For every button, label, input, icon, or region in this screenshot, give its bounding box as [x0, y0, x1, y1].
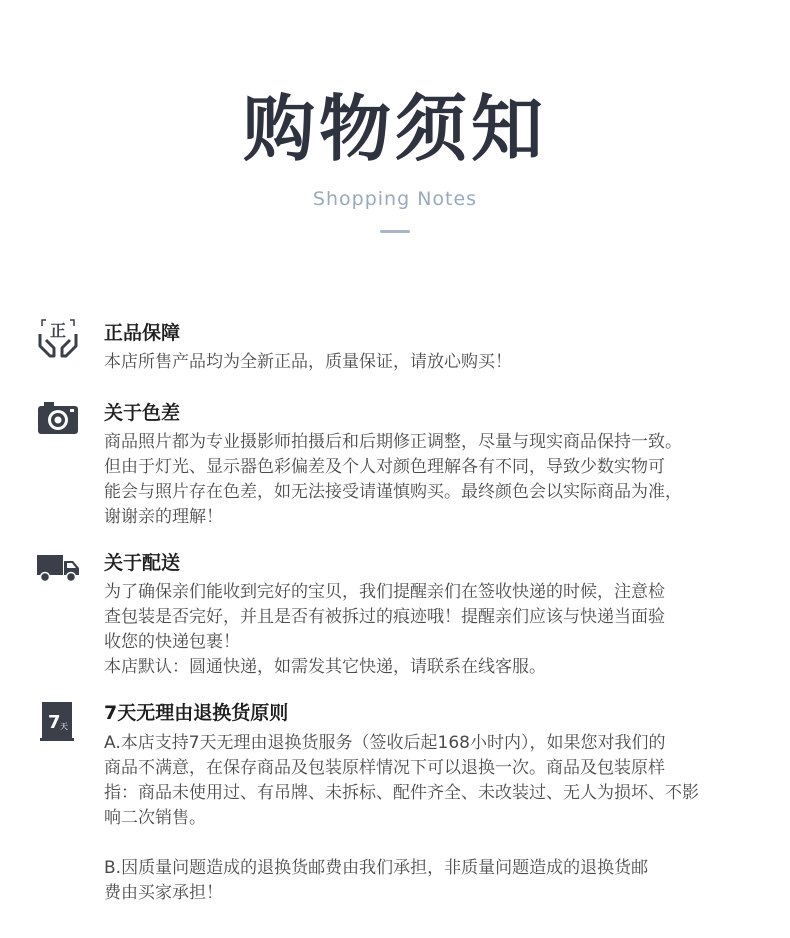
- body-line: 为了确保亲们能收到完好的宝贝，我们提醒亲们在签收快递的时候，注意检: [104, 582, 665, 602]
- delivery-truck-icon: [36, 545, 80, 589]
- body-line: 商品不满意，在保存商品及包装原样情况下可以退换一次。商品及包装原样: [104, 758, 665, 778]
- calendar-day-unit: 天: [60, 722, 68, 731]
- section-body: [104, 731, 774, 906]
- body-line: 商品照片都为专业摄影师拍摄后和后期修正调整，尽量与现实商品保持一致。: [104, 432, 682, 452]
- genuine-hands-icon: [36, 316, 80, 360]
- seven-day-calendar-icon: [36, 700, 80, 744]
- body-line: 指：商品未使用过、有吊牌、未拆标、配件齐全、未改装过、无人为损坏、不影: [104, 783, 699, 803]
- calendar-day-number: 7: [48, 712, 61, 733]
- section-title: 7天无理由退换货原则: [104, 702, 289, 724]
- section-body: [104, 430, 774, 530]
- body-line: 但由于灯光、显示器色彩偏差及个人对颜色理解各有不同，导致少数实物可: [104, 457, 665, 477]
- body-line: 收您的快递包裹！: [104, 632, 240, 652]
- body-line: A.本店支持7天无理由退换货服务（签收后起168小时内），如果您对我们的: [104, 733, 666, 753]
- paragraph-gap: [104, 831, 774, 856]
- body-line: 响二次销售。: [104, 808, 206, 828]
- body-line: 本店所售产品均为全新正品，质量保证，请放心购买！: [104, 352, 512, 372]
- section-body: [104, 350, 774, 375]
- page-subtitle: Shopping Notes: [312, 188, 478, 210]
- section-title: 关于配送: [104, 552, 181, 574]
- camera-icon: [36, 396, 80, 440]
- svg-text:正: 正: [49, 321, 67, 340]
- section-title: 关于色差: [104, 402, 181, 424]
- body-line: 查包装是否完好，并且是否有被拆过的痕迹哦！提醒亲们应该与快递当面验: [104, 607, 665, 627]
- page-title: 购物须知: [242, 87, 547, 171]
- body-line: B.因质量问题造成的退换货邮费由我们承担，非质量问题造成的退换货邮: [104, 858, 649, 878]
- section-title: 正品保障: [104, 322, 181, 344]
- body-line: 费由买家承担！: [104, 883, 223, 903]
- body-line: 能会与照片存在色差，如无法接受请谨慎购买。最终颜色会以实际商品为准，: [104, 482, 682, 502]
- section-body: [104, 580, 774, 680]
- body-line: 本店默认：圆通快递，如需发其它快递，请联系在线客服。: [104, 657, 546, 677]
- body-line: 谢谢亲的理解！: [104, 507, 223, 527]
- title-underline: [380, 230, 410, 233]
